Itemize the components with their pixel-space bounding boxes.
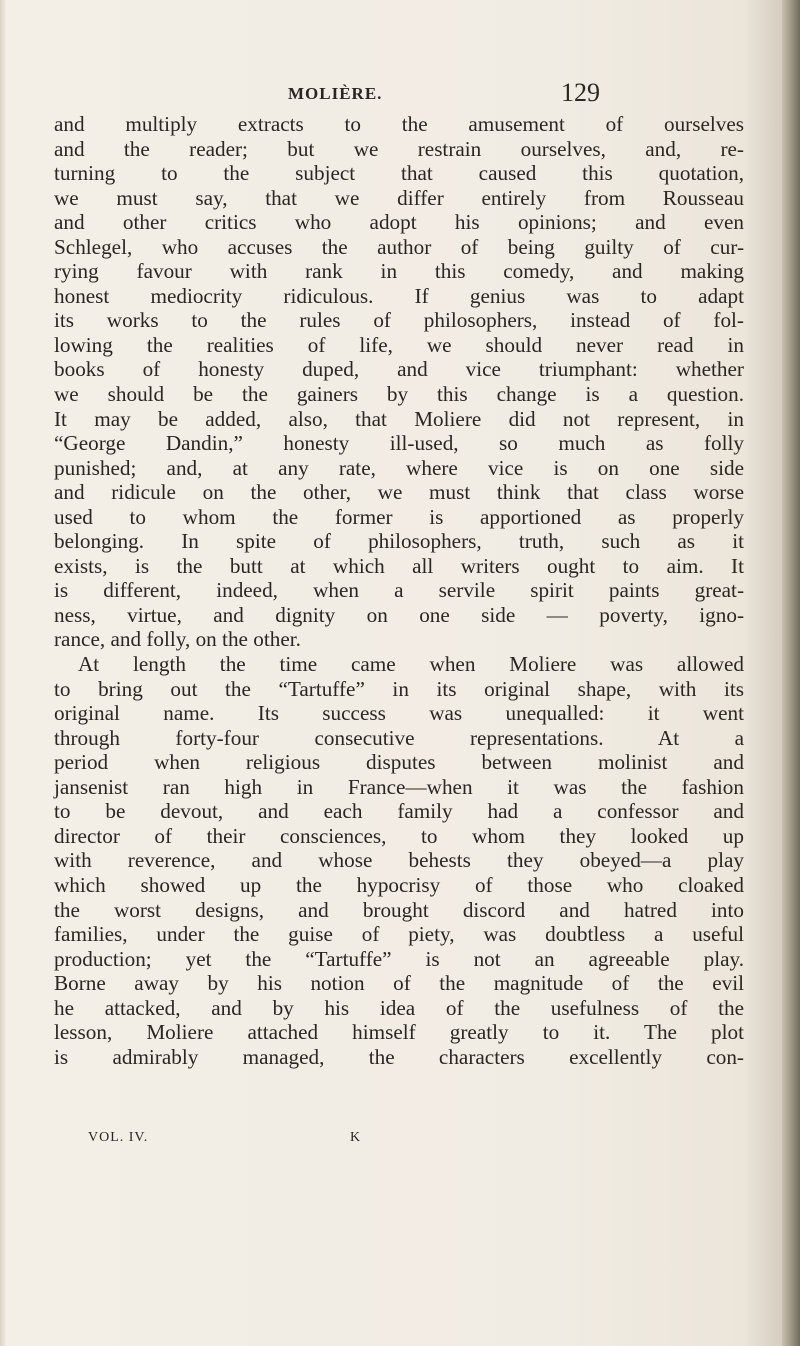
text-line: turning to the subject that caused this quotation, bbox=[54, 161, 744, 186]
volume-mark: VOL. IV. bbox=[88, 1130, 149, 1145]
text-line: At length the time came when Moliere was allowed bbox=[78, 652, 744, 677]
text-line: he attacked, and by his idea of the usefulness of the bbox=[54, 995, 744, 1020]
text-line: families, under the guise of piety, was doubtless a useful bbox=[54, 922, 744, 947]
text-line: rying favour with rank in this comedy, and making bbox=[54, 259, 744, 284]
text-line: director of their consciences, to whom they looked up bbox=[54, 823, 744, 848]
text-line: It may be added, also, that Moliere did not represent, in bbox=[54, 406, 744, 431]
text-line: period when religious disputes between molinist and bbox=[54, 750, 744, 775]
text-line: and ridicule on the other, we must think that class worse bbox=[54, 480, 744, 505]
text-line: we must say, that we differ entirely from Rousseau bbox=[54, 185, 744, 210]
text-line: Borne away by his notion of the magnitude of the evil bbox=[54, 971, 744, 996]
text-line: and the reader; but we restrain ourselves, and, re- bbox=[54, 136, 744, 161]
text-line: punished; and, at any rate, where vice is on one side bbox=[54, 455, 744, 480]
page-footer bbox=[88, 1130, 408, 1154]
text-line: we should be the gainers by this change is a question. bbox=[54, 382, 744, 407]
signature-mark: K bbox=[350, 1130, 362, 1145]
text-line: exists, is the butt at which all writers ought to aim. It bbox=[54, 553, 744, 578]
text-line: honest mediocrity ridiculous. If genius was to adapt bbox=[54, 283, 744, 308]
text-line: its works to the rules of philosophers, instead of fol- bbox=[54, 308, 744, 333]
text-line: lowing the realities of life, we should never read in bbox=[54, 332, 744, 357]
text-line: with reverence, and whose behests they obeyed—a play bbox=[54, 848, 744, 873]
text-line: lesson, Moliere attached himself greatly to it. The plot bbox=[54, 1020, 744, 1045]
text-line: is admirably managed, the characters excellently con- bbox=[54, 1044, 744, 1069]
running-head: MOLIÈRE. bbox=[288, 84, 383, 103]
text-line: to bring out the “Tartuffe” in its original shape, with its bbox=[54, 676, 744, 701]
text-line: is different, indeed, when a servile spirit paints great- bbox=[54, 578, 744, 603]
text-line: the worst designs, and brought discord and hatred into bbox=[54, 897, 744, 922]
text-line: ness, virtue, and dignity on one side — poverty, igno- bbox=[54, 602, 744, 627]
text-line: belonging. In spite of philosophers, truth, such as it bbox=[54, 529, 744, 554]
text-line: original name. Its success was unequalled: it went bbox=[54, 701, 744, 726]
text-line: books of honesty duped, and vice triumphant: whether bbox=[54, 357, 744, 382]
text-line: rance, and folly, on the other. bbox=[54, 627, 301, 652]
text-line: through forty-four consecutive representations. At a bbox=[54, 725, 744, 750]
text-line: used to whom the former is apportioned as properly bbox=[54, 504, 744, 529]
text-line: and other critics who adopt his opinions; and even bbox=[54, 210, 744, 235]
text-line: jansenist ran high in France—when it was the fashion bbox=[54, 774, 744, 799]
page-left-shadow bbox=[0, 0, 6, 1346]
text-line: and multiply extracts to the amusement of ourselves bbox=[54, 112, 744, 136]
text-line: Schlegel, who accuses the author of being guilty of cur- bbox=[54, 234, 744, 259]
text-line: “George Dandin,” honesty ill-used, so much as folly bbox=[54, 431, 744, 456]
text-line: production; yet the “Tartuffe” is not an agreeable play. bbox=[54, 946, 744, 971]
body-text bbox=[54, 112, 744, 1069]
text-line: to be devout, and each family had a confessor and bbox=[54, 799, 744, 824]
text-line: which showed up the hypocrisy of those who cloaked bbox=[54, 872, 744, 897]
page-number: 129 bbox=[561, 78, 600, 107]
page-binding-edge bbox=[782, 0, 800, 1346]
page-header bbox=[272, 78, 612, 114]
